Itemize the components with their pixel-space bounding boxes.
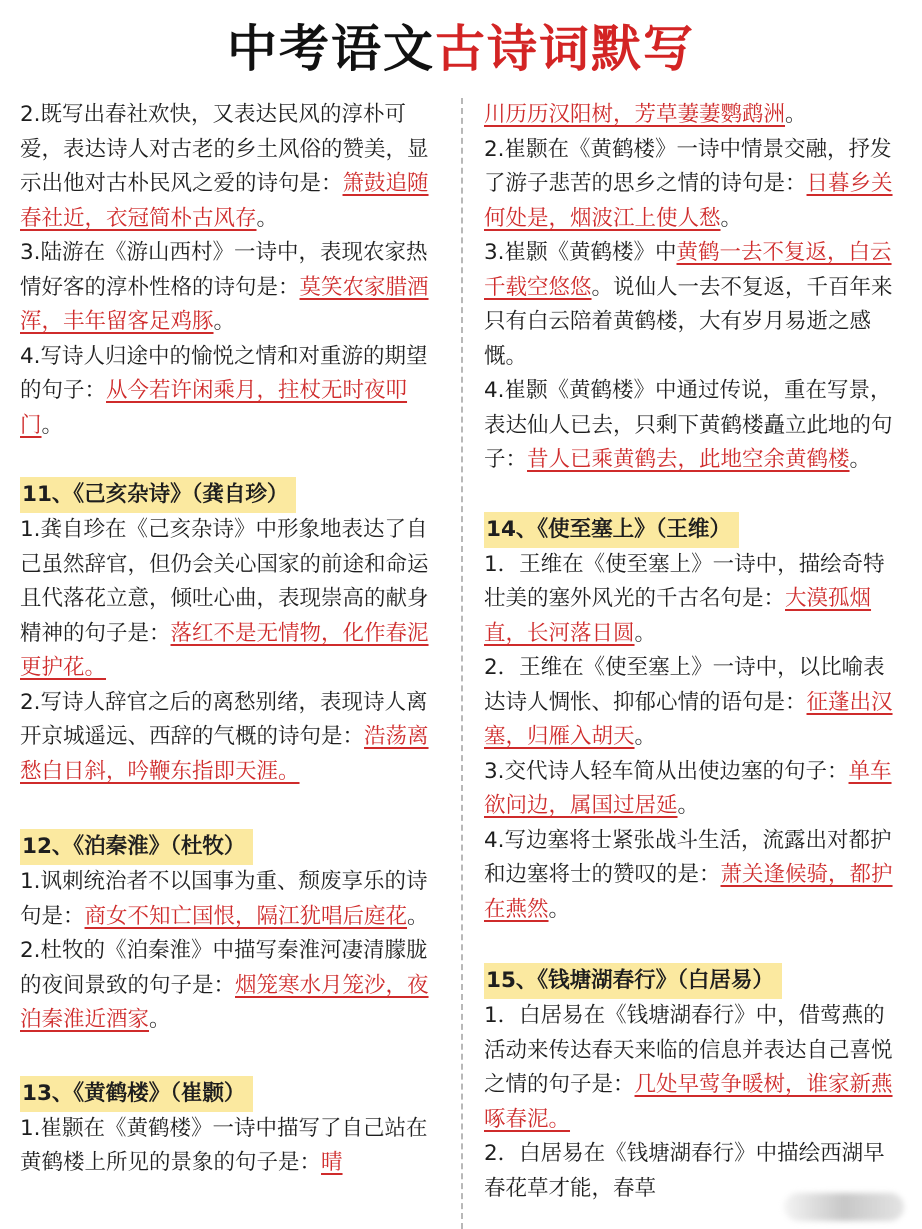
page-title	[0, 14, 922, 84]
question: 1.崔颢在《黄鹤楼》一诗中描写了自己站在黄鹤楼上所见的景象的句子是：晴	[20, 1115, 428, 1175]
right-column	[484, 98, 904, 1206]
answer: 大漠孤烟直，长河落日圆	[484, 586, 872, 646]
answer: 浩荡离愁白日斜，吟鞭东指即天涯。	[20, 724, 429, 784]
question: 1.讽刺统治者不以国事为重、颓废享乐的诗句是：商女不知亡国恨，隔江犹唱后庭花。	[20, 869, 429, 929]
question: 4.写诗人归途中的愉悦之情和对重游的期望的句子：从今若许闲乘月，拄杖无时夜叩门。	[20, 343, 428, 438]
answer: 日暮乡关何处是，烟波江上使人愁	[484, 171, 893, 231]
answer: 单车欲问边，属国过居延	[484, 758, 892, 818]
column-divider	[461, 98, 463, 1229]
blurred-watermark	[784, 1193, 904, 1221]
left-column	[20, 98, 440, 1181]
question: 4.写边塞将士紧张战斗生活，流露出对都护和边塞将士的赞叹的是：萧关逢候骑，都护在燕然。	[484, 827, 893, 922]
question: 川历历汉阳树，芳草萋萋鹦鹉洲。	[484, 102, 807, 127]
question: 2．王维在《使至塞上》一诗中，以比喻表达诗人惆怅、抑郁心情的语句是：征蓬出汉塞，归雁入胡天。	[484, 655, 893, 749]
question: 3.交代诗人轻车简从出使边塞的句子：单车欲问边，属国过居延。	[484, 758, 892, 818]
answer: 萧关逢候骑，都护在燕然	[484, 862, 893, 922]
section-heading-11: 11、《己亥杂诗》（龚自珍）	[20, 477, 296, 513]
section-heading-14: 14、《使至塞上》（王维）	[484, 512, 739, 548]
answer: 昔人已乘黄鹤去，此地空余黄鹤楼	[527, 447, 850, 472]
section-heading-13: 13、《黄鹤楼》（崔颢）	[20, 1076, 253, 1112]
section-heading-15: 15、《钱塘湖春行》（白居易）	[484, 963, 782, 999]
answer: 晴	[321, 1150, 343, 1175]
answer: 几处早莺争暖树，谁家新燕啄春泥。	[484, 1072, 893, 1132]
question: 1．白居易在《钱塘湖春行》中，借莺燕的活动来传达春天来临的信息并表达自己喜悦之情的句子是：几处早莺争暖树，谁家新燕啄春泥。	[484, 1003, 893, 1132]
question: 2．白居易在《钱塘湖春行》中描绘西湖早春花草才能，春草	[484, 1141, 885, 1201]
answer: 烟笼寒水月笼沙，夜泊秦淮近酒家	[20, 972, 429, 1032]
question: 4.崔颢《黄鹤楼》中通过传说，重在写景，表达仙人已去，只剩下黄鹤楼矗立此地的句子：昔人已乘黄鹤去，此地空余黄鹤楼。	[484, 378, 893, 472]
answer: 箫鼓追随春社近，衣冠简朴古风存	[20, 171, 429, 231]
title-red: 古诗词默写	[435, 20, 695, 78]
question: 2.崔颢在《黄鹤楼》一诗中情景交融，抒发了游子悲苦的思乡之情的诗句是：日暮乡关何处是，烟波江上使人愁。	[484, 136, 893, 231]
question: 2.既写出春社欢快，又表达民风的淳朴可爱，表达诗人对古老的乡土风俗的赞美，显示出他对古朴民风之爱的诗句是：箫鼓追随春社近，衣冠简朴古风存。	[20, 102, 429, 231]
answer: 川历历汉阳树，芳草萋萋鹦鹉洲	[484, 102, 786, 127]
answer: 从今若许闲乘月，拄杖无时夜叩门	[20, 378, 408, 438]
answer: 落红不是无情物，化作春泥更护花。	[20, 620, 429, 680]
question: 1．王维在《使至塞上》一诗中，描绘奇特壮美的塞外风光的千古名句是：大漠孤烟直，长河落日圆。	[484, 551, 885, 646]
question: 2.写诗人辞官之后的离愁别绪，表现诗人离开京城遥远、西辞的气概的诗句是：浩荡离愁白日斜，吟鞭东指即天涯。	[20, 689, 429, 784]
section-heading-12: 12、《泊秦淮》（杜牧）	[20, 829, 253, 865]
title-black: 中考语文	[227, 20, 435, 78]
question: 2.杜牧的《泊秦淮》中描写秦淮河凄清朦胧的夜间景致的句子是：烟笼寒水月笼沙，夜泊秦淮近酒家。	[20, 938, 429, 1032]
question: 3.崔颢《黄鹤楼》中黄鹤一去不复返，白云千载空悠悠。说仙人一去不复返，千百年来只有白云陪着黄鹤楼，大有岁月易逝之感慨。	[484, 240, 893, 369]
question: 1.龚自珍在《己亥杂诗》中形象地表达了自己虽然辞官，但仍会关心国家的前途和命运且代落花立意，倾吐心曲，表现崇高的献身精神的句子是：落红不是无情物，化作春泥更护花。	[20, 517, 429, 680]
answer: 莫笑农家腊酒浑，丰年留客足鸡豚	[20, 274, 429, 334]
answer: 征蓬出汉塞，归雁入胡天	[484, 689, 893, 749]
answer: 商女不知亡国恨，隔江犹唱后庭花	[84, 903, 408, 929]
question: 3.陆游在《游山西村》一诗中，表现农家热情好客的淳朴性格的诗句是：莫笑农家腊酒浑，丰年留客足鸡豚。	[20, 240, 429, 334]
answer: 黄鹤一去不复返，白云千载空悠悠	[484, 240, 892, 300]
